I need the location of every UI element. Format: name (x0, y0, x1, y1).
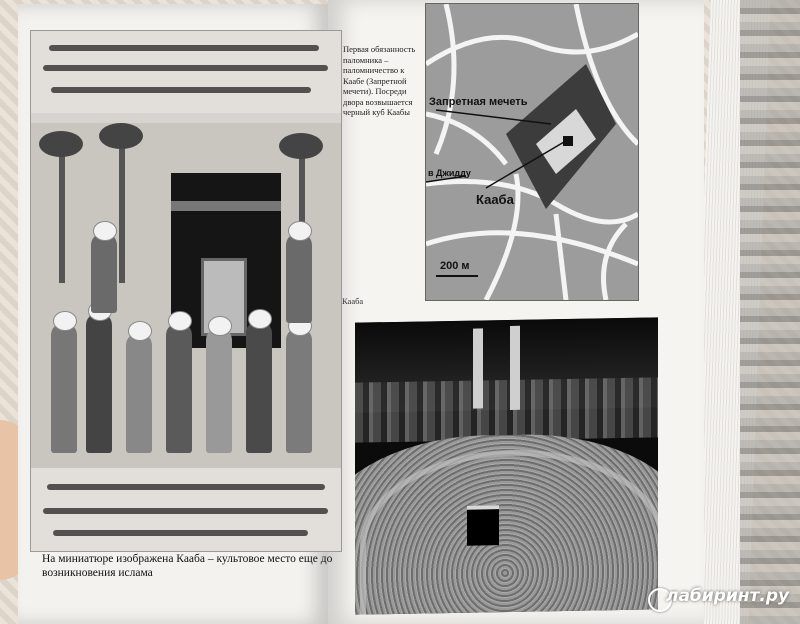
palm-trunk (59, 143, 65, 283)
pilgrim-figure (126, 333, 152, 453)
arabic-script-line (43, 65, 328, 71)
mecca-map (425, 3, 639, 301)
pilgrim-turban (53, 311, 77, 331)
minaret (510, 326, 520, 410)
pilgrim-turban (93, 221, 117, 241)
miniature-illustration (30, 30, 342, 552)
pilgrim-turban (248, 309, 272, 329)
label-forbidden-mosque: Запретная мечеть (429, 96, 528, 108)
label-road-jeddah: в Джидду (428, 168, 471, 178)
city-buildings (355, 377, 658, 442)
background-stripe (740, 0, 800, 624)
map-side-note: Первая обязанность паломника – паломничество к Каабе (Запретной мечети). Посреди двора возвышается черный куб Каабы (343, 44, 416, 117)
arabic-script-line (47, 484, 325, 490)
pilgrim-figure (206, 328, 232, 453)
minaret (473, 328, 483, 408)
pilgrim-figure (246, 321, 272, 453)
palm-crown (99, 123, 143, 149)
kaaba-scene (31, 123, 341, 468)
arabic-text-band-top (31, 31, 341, 113)
pilgrim-turban (128, 321, 152, 341)
palm-trunk (119, 133, 125, 283)
miniature-caption: На миниатюре изображена Кааба – культовое место еще до возникновения ислама (42, 553, 333, 579)
label-kaaba: Кааба (476, 192, 514, 207)
pilgrim-turban (208, 316, 232, 336)
kaaba-band (171, 201, 281, 211)
arabic-text-band-bottom (31, 468, 341, 551)
palm-crown (39, 131, 83, 157)
kaaba-in-photo (467, 505, 499, 546)
kaaba-night-photo (355, 317, 658, 614)
labirint-watermark: лабиринт.ру (666, 586, 790, 606)
arabic-script-line (51, 87, 311, 93)
map-roads (426, 4, 638, 300)
pilgrim-turban (168, 311, 192, 331)
pilgrim-figure (51, 323, 77, 453)
palm-crown (279, 133, 323, 159)
arabic-script-line (53, 530, 308, 536)
pilgrim-figure (86, 313, 112, 453)
pilgrim-turban (288, 221, 312, 241)
pilgrim-figure (286, 328, 312, 453)
pilgrim-figure (166, 323, 192, 453)
pilgrim-figure (91, 233, 117, 313)
photo-title: Кааба (342, 296, 364, 306)
arabic-script-line (49, 45, 319, 51)
pilgrim-figure (286, 233, 312, 323)
arabic-script-line (43, 508, 328, 514)
map-scale-label: 200 м (440, 260, 470, 272)
